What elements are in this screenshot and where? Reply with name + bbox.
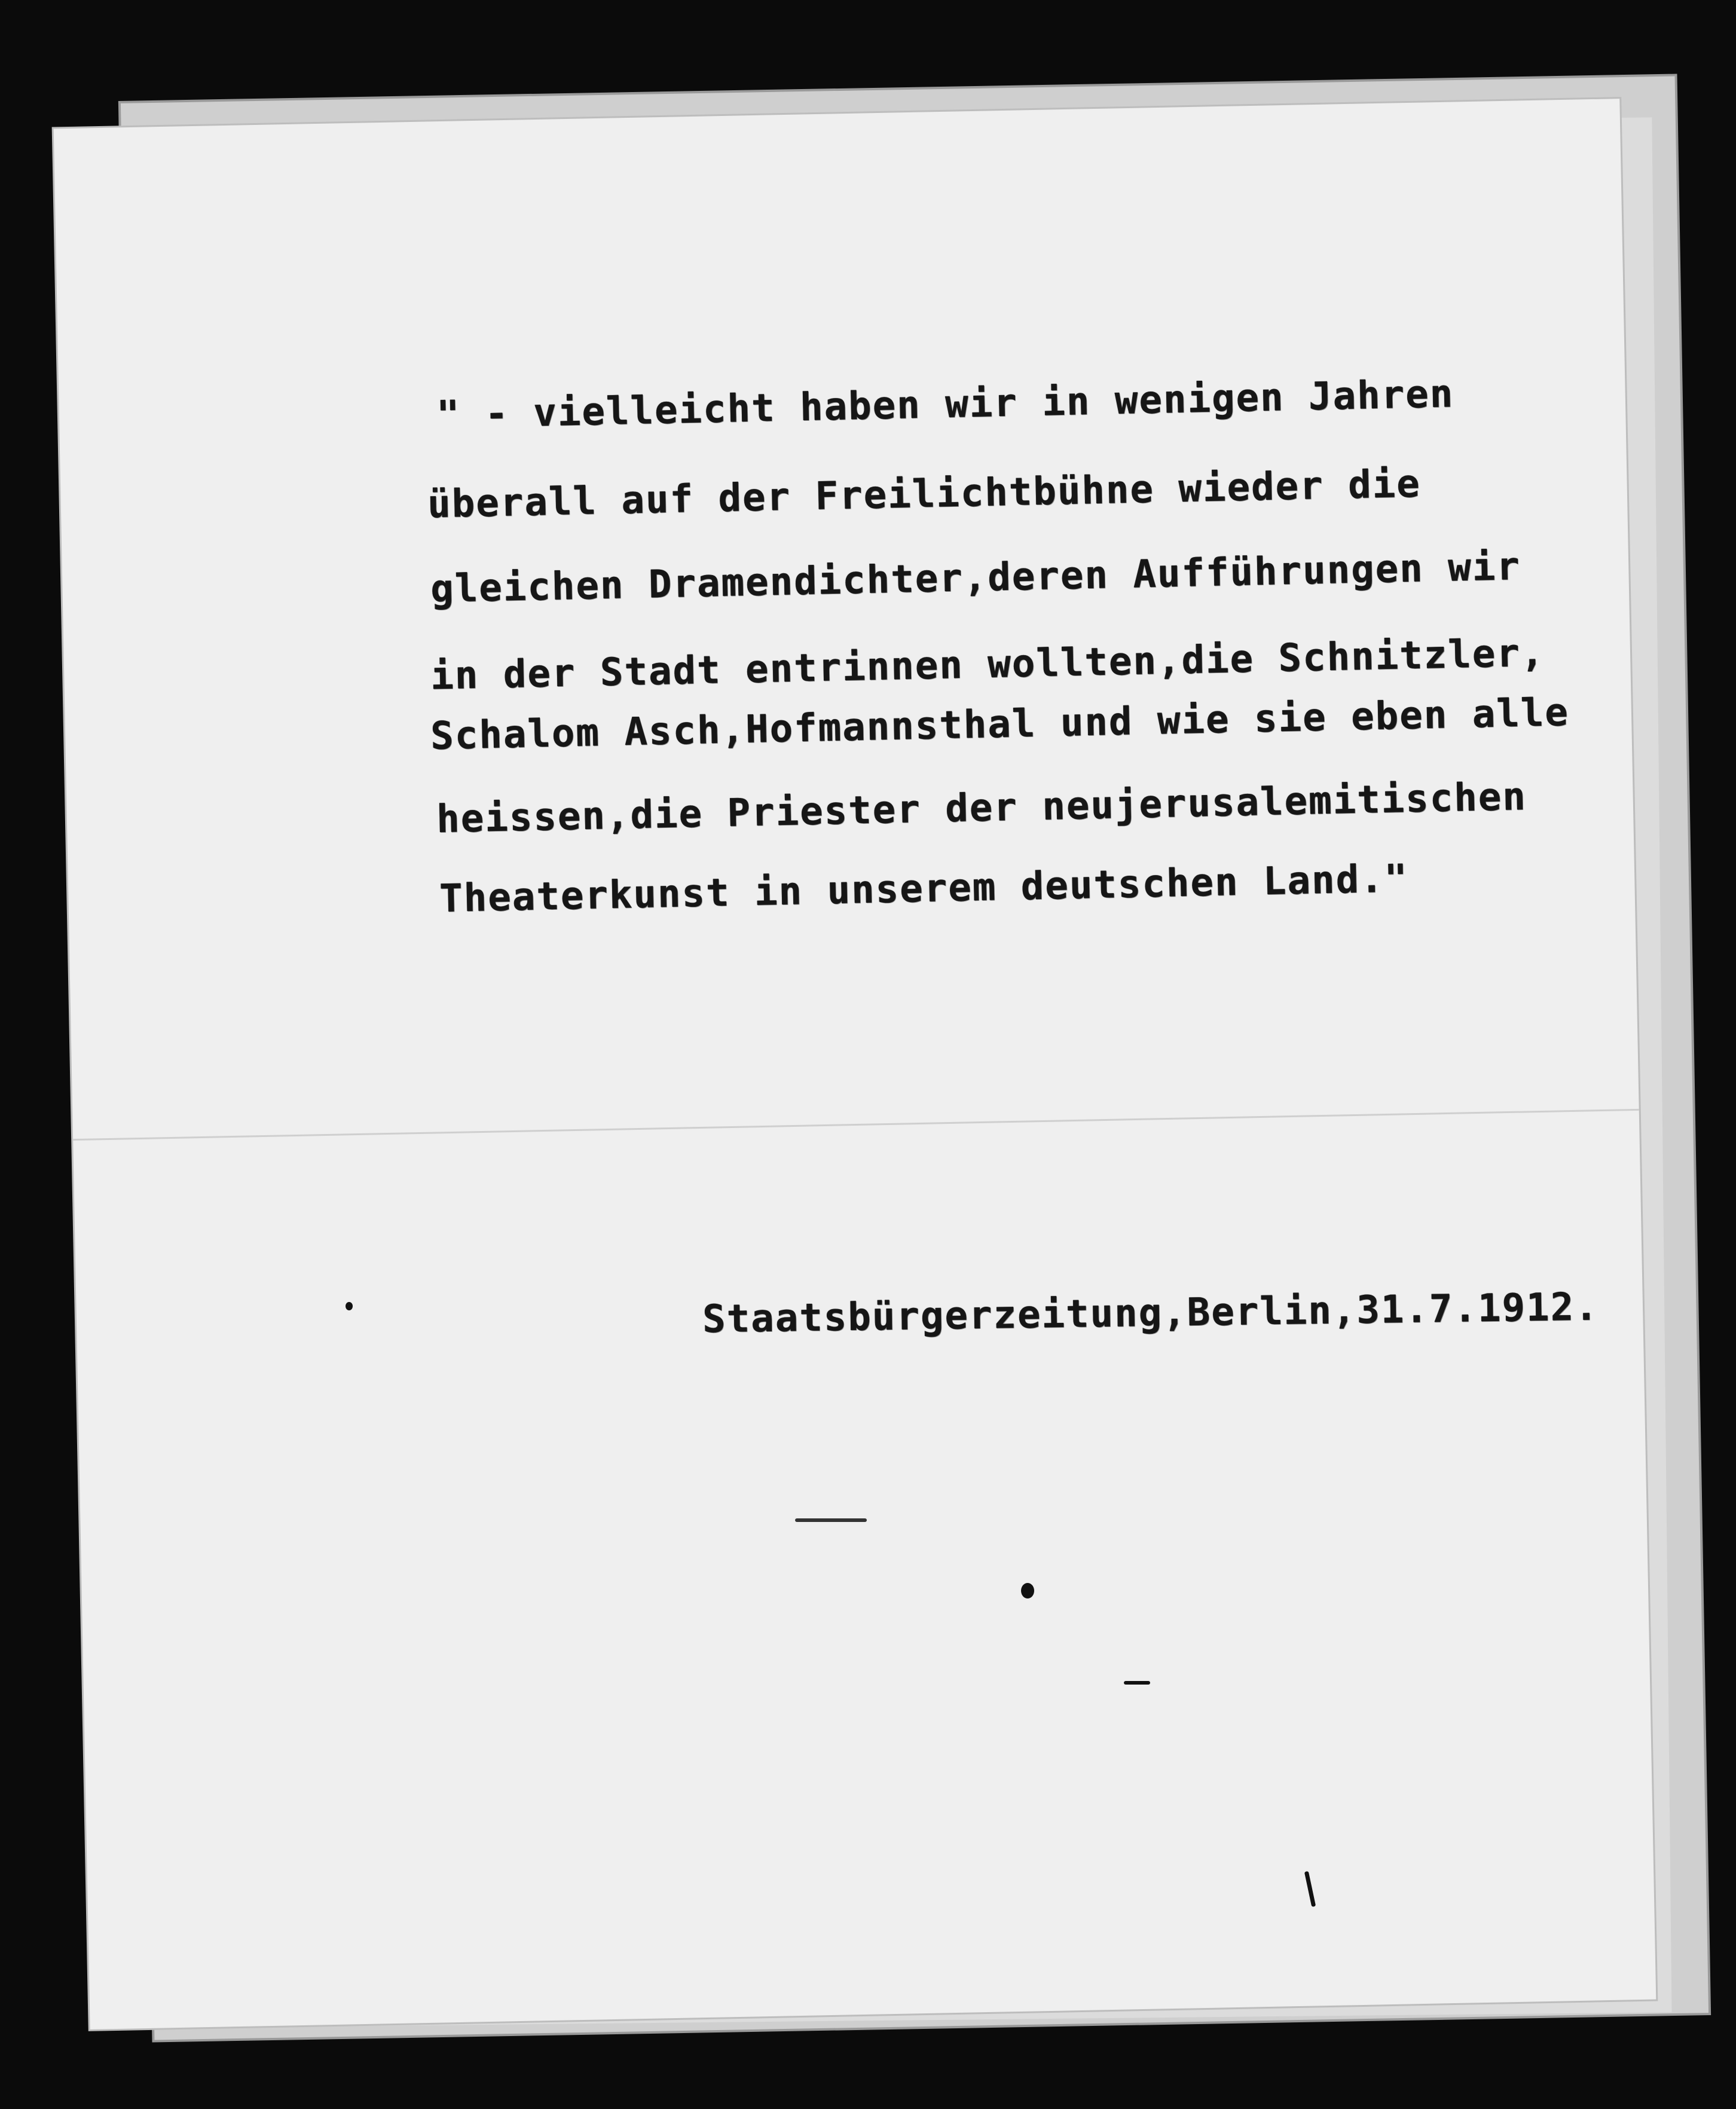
ink-speck: [346, 1302, 353, 1310]
quote-line: in der Stadt entrinnen wollten,die Schnitzler,: [430, 631, 1546, 699]
quote-line: Theaterkunst in unserem deutschen Land.": [439, 857, 1409, 921]
quote-line: " - vielleicht haben wir in wenigen Jahren: [436, 372, 1454, 438]
ink-speck: [1021, 1583, 1034, 1598]
source-citation: Staatsbürgerzeitung,Berlin,31.7.1912.: [702, 1285, 1600, 1342]
quote-line: Schalom Asch,Hofmannsthal und wie sie eben alle: [430, 690, 1570, 759]
quote-line: überall auf der Freilichtbühne wieder die: [427, 461, 1422, 527]
ink-speck: [1124, 1681, 1150, 1685]
quote-line: heissen,die Priester der neujerusalemitischen: [436, 774, 1527, 842]
ink-speck: [795, 1518, 867, 1522]
quote-line: gleichen Dramendichter,deren Aufführungen wir: [430, 544, 1521, 612]
